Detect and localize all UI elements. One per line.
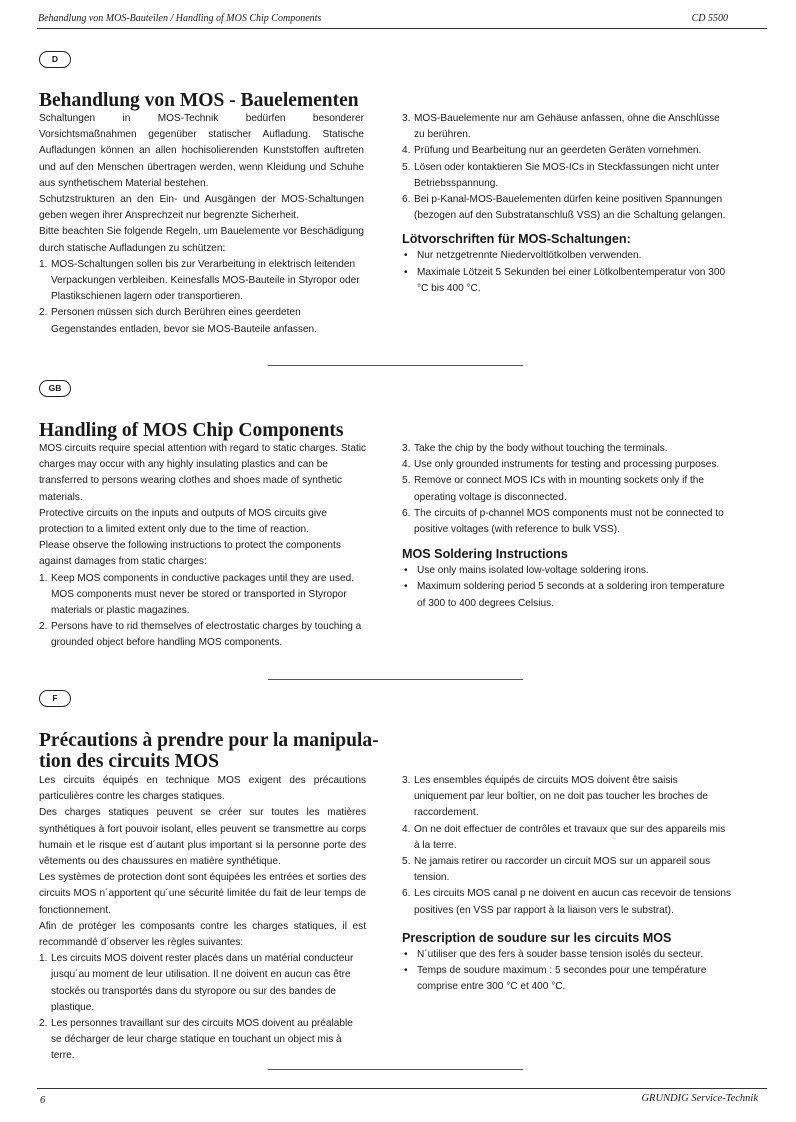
list-item: 3. MOS-Bauelemente nur am Gehäuse anfassen, ohne die Anschlüsse zu berühren. [402,113,720,141]
list-item: 2. Persons have to rid themselves of electrostatic charges by touching a grounded object before handling MOS components. [39,621,362,649]
footer-brand: GRUNDIG Service-Technik [641,1093,758,1104]
fr-left-column [39,773,366,1065]
gb-intro-3: Please observe the following instructions to protect the components against damages from static charges: [39,540,341,568]
fr-rules-list-b [402,773,732,919]
fr-intro-1: Les circuits équipés en technique MOS exigent des précautions particulières contre les charges statiques. [39,775,366,803]
list-item: 3. Les ensembles équipés de circuits MOS doivent être saisis uniquement par leur boîtier, on ne doit pas toucher les broches de raccordement. [402,775,709,819]
section-title-de: Behandlung von MOS - Bauelementen [39,90,359,111]
list-item: 1. MOS-Schaltungen sollen bis zur Verarbeitung in elektrisch leitenden Verpackungen verbleiben. Keinesfalls MOS-Bauteile in Styropor oder Plastikschienen lagern oder transportieren. [39,258,360,303]
list-item: • N´utiliser que des fers à souder basse tension isolés du secteur. [404,948,704,960]
fr-intro-2: Des charges statiques peuvent se créer sur toutes les matières synthétiques à fort pouvoir isolant, elles peuvent se transmettre au corps humain et le risque est d´autant plus important si la personne porte des vêtements ou des chaussures en matière synthétique. [39,807,366,868]
gb-rules-list-a [39,571,369,652]
gb-left-column [39,441,369,652]
de-solder-heading: Lötvorschriften für MOS-Schaltungen: [402,232,631,247]
language-badge-de: D [39,51,71,68]
header-rule [37,28,767,29]
gb-intro-2: Protective circuits on the inputs and outputs of MOS circuits give protection to a limited extent only due to the time of reaction. [39,507,327,536]
section-title-fr-line2: tion des circuits MOS [39,751,220,772]
de-left-column [39,111,364,338]
list-item: 5. Lösen oder kontaktieren Sie MOS-ICs in Steckfassungen nicht unter Betriebsspannung. [402,161,720,189]
list-item: 6. The circuits of p-channel MOS components must not be connected to positive voltages (with reference to bulk VSS). [402,507,724,536]
de-intro-1: Schaltungen in MOS-Technik bedürfen besonderer Vorsichtsmaßnahmen gegenüber statischer Aufladung. Statische Aufladungen können an allen hochisolierenden Kunststoffen auftreten und auf den Menschen übertragen werden, wenn Kleidung und Schuhe aus synthetischem Material bestehen. [39,113,364,189]
list-item: 5. Ne jamais retirer ou raccorder un circuit MOS sur un appareil sous tension. [402,856,711,884]
list-item: 4. On ne doit effectuer de contrôles et travaux que sur des appareils mis à la terre. [402,823,726,851]
gb-intro-1: MOS circuits require special attention with regard to static charges. Static charges may occur with any highly insulating plastics and can be transferred to persons wearing clothes and shoes made of synthetic materials. [39,443,367,503]
de-rules-list-a [39,257,364,338]
list-item: 6. Bei p-Kanal-MOS-Bauelementen dürfen keine positiven Spannungen (bezogen auf den Substratanschluß VSS) an die Schaltung gelangen. [402,194,726,222]
gb-solder-heading: MOS Soldering Instructions [402,547,568,562]
list-item: • Maximale Lötzeit 5 Sekunden bei einer Lötkolbentemperatur von 300 °C bis 400 °C. [404,266,726,294]
fr-right-column [402,773,732,995]
list-item: 5. Remove or connect MOS ICs with in mounting sockets only if the operating voltage is disconnected. [402,475,705,503]
gb-rules-list-b [402,441,732,538]
fr-solder-heading: Prescription de soudure sur les circuits MOS [402,930,672,945]
gb-right-column [402,441,732,612]
list-item: 1. Keep MOS components in conductive packages until they are used. MOS components must never be stored or transported in Styropor materials or plastic magazines. [39,572,354,617]
list-item: • Use only mains isolated low-voltage soldering irons. [404,565,649,577]
de-intro-2: Schutzstrukturen an den Ein- und Ausgängen der MOS-Schaltungen geben wegen ihrer Ansprechzeit nur begrenzte Sicherheit. [39,194,364,222]
de-solder-list [402,248,729,297]
section-title-gb: Handling of MOS Chip Components [39,420,344,441]
list-item: • Nur netzgetrennte Niedervoltlötkolben verwenden. [404,250,642,262]
language-badge-gb: GB [39,380,71,397]
de-rules-list-b [402,111,729,224]
list-item: 2. Personen müssen sich durch Berühren eines geerdeten Gegenstandes entladen, bevor sie MOS-Bauteile anfassen. [39,307,317,335]
list-item: • Temps de soudure maximum : 5 secondes pour une température comprise entre 300 °C et 400 °C. [404,965,707,993]
section-divider [268,679,523,680]
fr-intro-3: Les systèmes de protection dont sont équipées les entrées et sorties des circuits MOS n´apportent qu´une sécurité limitée du fait de leur temps de fonctionnement. [39,872,366,916]
list-item: • Maximum soldering period 5 seconds at a soldering iron temperature of 300 to 400 degrees Celsius. [404,581,725,609]
de-intro-3: Bitte beachten Sie folgende Regeln, um Bauelemente vor Beschädigung durch statische Aufladungen zu schützen: [39,226,364,254]
list-item: 2. Les personnes travaillant sur des circuits MOS doivent au préalable se décharger de leur charge statique en touchant un object mis à terre. [39,1018,353,1062]
list-item: 6. Les circuits MOS canal p ne doivent en aucun cas recevoir de tensions positives (en VSS par rapport à la liaison vers le substrat). [402,888,732,916]
language-badge-fr: F [39,690,71,707]
list-item: 4. Use only grounded instruments for testing and processing purposes. [402,459,720,471]
list-item: 1. Les circuits MOS doivent rester placés dans un matérial conducteur jusqu´au moment de leur utilisation. Il ne doivent en aucun cas être stockés ou transportés dans du styropore ou sur des bandes de plastique. [39,953,354,1013]
section-divider [268,365,523,366]
gb-solder-list [402,563,732,612]
de-right-column [402,111,729,297]
page-number: 6 [40,1095,46,1106]
fr-solder-list [402,947,732,996]
fr-rules-list-a [39,951,366,1064]
section-title-fr-line1: Précautions à prendre pour la manipula- [39,730,379,751]
list-item: 3. Take the chip by the body without touching the terminals. [402,443,668,454]
running-header-model: CD 5500 [691,13,728,24]
footer-rule [37,1088,767,1089]
list-item: 4. Prüfung und Bearbeitung nur an geerdeten Geräten vornehmen. [402,145,702,157]
section-divider [268,1069,523,1070]
fr-intro-4: Afin de protéger les composants contre les charges statiques, il est recommandé d´observer les règles suivantes: [39,920,366,949]
running-header-title: Behandlung von MOS-Bauteilen / Handling of MOS Chip Components [38,13,322,24]
